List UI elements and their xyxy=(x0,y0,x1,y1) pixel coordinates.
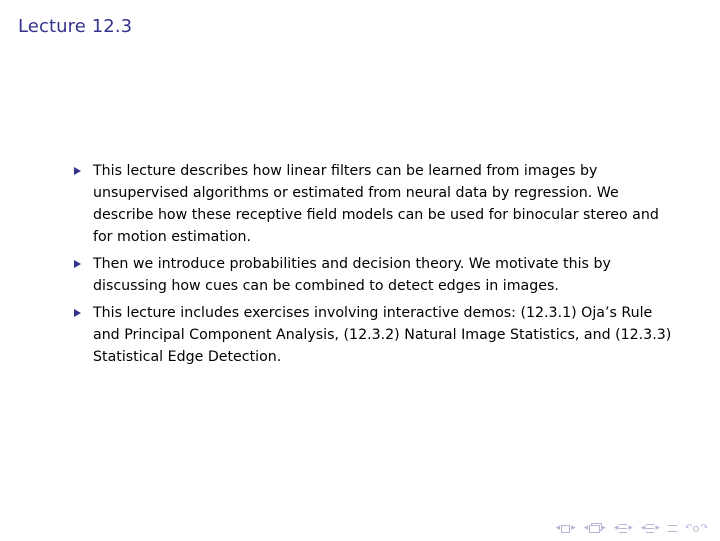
next-section-icon[interactable]: ▸ xyxy=(655,523,660,533)
frame-icon[interactable] xyxy=(589,525,600,533)
prev-frame-icon[interactable]: ◂ xyxy=(583,523,589,533)
triangle-bullet-icon xyxy=(74,260,81,268)
forward-icon[interactable]: ↷ xyxy=(700,523,708,533)
bullet-item-2 xyxy=(74,253,674,297)
toc-icon[interactable] xyxy=(668,525,677,532)
bullet-text-3: This lecture includes exercises involving interactive demos: (12.3.1) Oja’s Rule and Principal Component Analysis, (12.3.2) Natural Image Statistics, and (12.3.3) Statistical Edge Detection. xyxy=(93,305,672,365)
subsection-icon[interactable] xyxy=(619,524,627,533)
bullet-text-2: Then we introduce probabilities and decision theory. We motivate this by discussing how cues can be combined to detect edges in images. xyxy=(93,256,611,294)
prev-slide-icon[interactable]: ◂ xyxy=(555,523,561,533)
frame-title: Lecture 12.3 xyxy=(18,16,133,37)
nav-group-toc xyxy=(668,525,677,532)
nav-group-history xyxy=(685,524,708,533)
prev-subsection-icon[interactable]: ◂ xyxy=(613,523,619,533)
nav-group-section xyxy=(641,524,660,533)
slide-icon[interactable] xyxy=(561,525,570,533)
nav-group-subsection xyxy=(614,524,633,533)
nav-group-slide xyxy=(556,524,576,533)
bullet-item-1 xyxy=(74,160,674,248)
bullet-text-1: This lecture describes how linear filters can be learned from images by unsupervised algorithms or estimated from neural data by regression. We describe how these receptive field models can be used for binocular stereo and for motion estimation. xyxy=(93,163,659,245)
bullet-item-3 xyxy=(74,302,674,368)
next-subsection-icon[interactable]: ▸ xyxy=(628,523,633,533)
prev-section-icon[interactable]: ◂ xyxy=(640,523,646,533)
next-slide-icon[interactable]: ▸ xyxy=(571,523,576,533)
triangle-bullet-icon xyxy=(74,167,81,175)
nav-group-frame xyxy=(584,524,606,533)
beamer-navigation-bar xyxy=(550,524,708,533)
section-icon[interactable] xyxy=(646,524,654,533)
triangle-bullet-icon xyxy=(74,309,81,317)
bullet-list xyxy=(74,160,674,373)
back-icon[interactable]: ↶ xyxy=(684,523,693,533)
next-frame-icon[interactable]: ▸ xyxy=(601,523,606,533)
search-icon[interactable] xyxy=(693,526,699,532)
